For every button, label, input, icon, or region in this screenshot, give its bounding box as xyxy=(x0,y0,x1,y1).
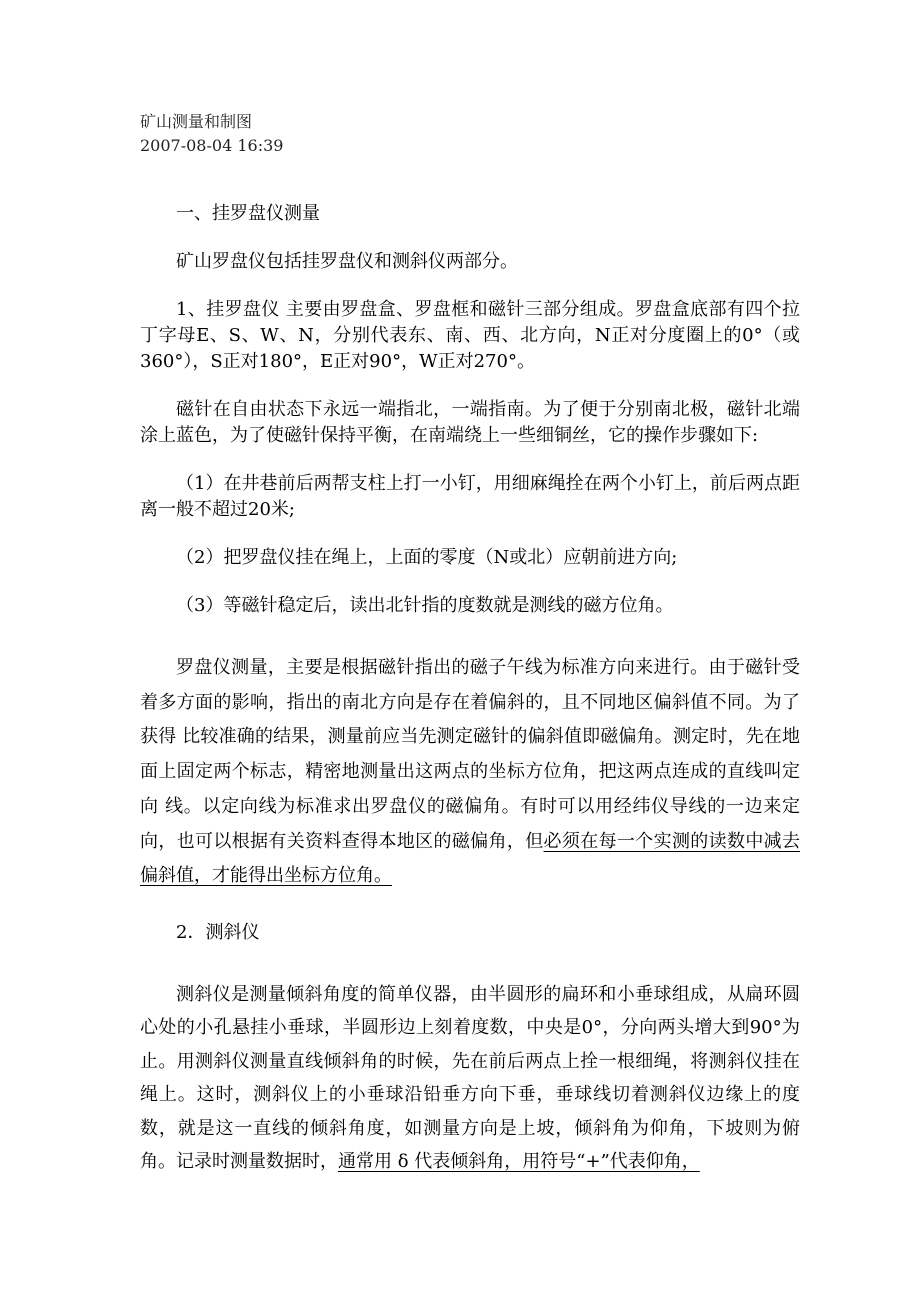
document-page xyxy=(140,110,800,1179)
inclinometer-underlined-text: 通常用 δ 代表倾斜角，用符号“+”代表仰角， xyxy=(338,1151,700,1173)
document-date: 2007-08-04 16:39 xyxy=(140,136,284,155)
inclinometer-paragraph xyxy=(140,978,800,1179)
inclinometer-paragraph-text: 测斜仪是测量倾斜角度的简单仪器，由半圆形的扁环和小垂球组成，从扁环圆心处的小孔悬挂小垂球，半圆形边上刻着度数，中央是0°，分向两头增大到90°为止。用测斜仪测量直线倾斜角的时候，先在前后两点上拴一根细绳，将测斜仪挂在绳上。这时，测斜仪上的小垂球沿铅垂方向下垂，垂球线切着测斜仪边缘上的度数，就是这一直线的倾斜角度，如测量方向是上坡，倾斜角为仰角，下坡则为俯角。记录时测量数据时， xyxy=(140,983,800,1173)
section-heading-1: 一、挂罗盘仪测量 xyxy=(176,203,320,224)
compass-description-paragraph: 1、挂罗盘仪 主要由罗盘盒、罗盘框和磁针三部分组成。罗盘盒底部有四个拉丁字母E、S、W、N，分别代表东、南、西、北方向，N正对分度圈上的0°（或360°），S正对180°，E正对90°，W正对270°。 xyxy=(140,299,800,372)
magnetic-needle-paragraph: 磁针在自由状态下永远一端指北，一端指南。为了便于分别南北极，磁针北端涂上蓝色，为了使磁针保持平衡，在南端绕上一些细铜丝，它的操作步骤如下: xyxy=(140,399,800,446)
section-heading-2: 2．测斜仪 xyxy=(176,921,260,943)
procedure-step-1: （1）在井巷前后两帮支柱上打一小钉，用细麻绳拴在两个小钉上，前后两点距离一般不超过20米; xyxy=(140,473,800,520)
declination-underlined-text: 必须在每一个实测的读数中减去偏斜值，才能得出坐标方位角。 xyxy=(140,830,801,887)
section-1-intro: 矿山罗盘仪包括挂罗盘仪和测斜仪两部分。 xyxy=(176,251,518,272)
declination-paragraph xyxy=(140,651,800,894)
procedure-step-3: （3）等磁针稳定后，读出北针指的度数就是测线的磁方位角。 xyxy=(176,595,674,616)
procedure-step-2: （2）把罗盘仪挂在绳上，上面的零度（N或北）应朝前进方向; xyxy=(176,547,678,568)
document-title: 矿山测量和制图 xyxy=(140,112,253,131)
spacer xyxy=(140,158,800,201)
declination-paragraph-text: 罗盘仪测量，主要是根据磁针指出的磁子午线为标准方向来进行。由于磁针受着多方面的影响，指出的南北方向是存在着偏斜的，且不同地区偏斜值不同。为了获得 比较准确的结果，测量前应当先测定磁针的偏斜值即磁偏角。测定时，先在地面上固定两个标志，精密地测量出这两点的坐标方位角，把这两点连成的直线叫定向 线。以定向线为标准求出罗盘仪的磁偏角。有时可以用经纬仪导线的一边来定向，也可以根据有关资料查得本地区的磁偏角，但 xyxy=(140,657,800,852)
